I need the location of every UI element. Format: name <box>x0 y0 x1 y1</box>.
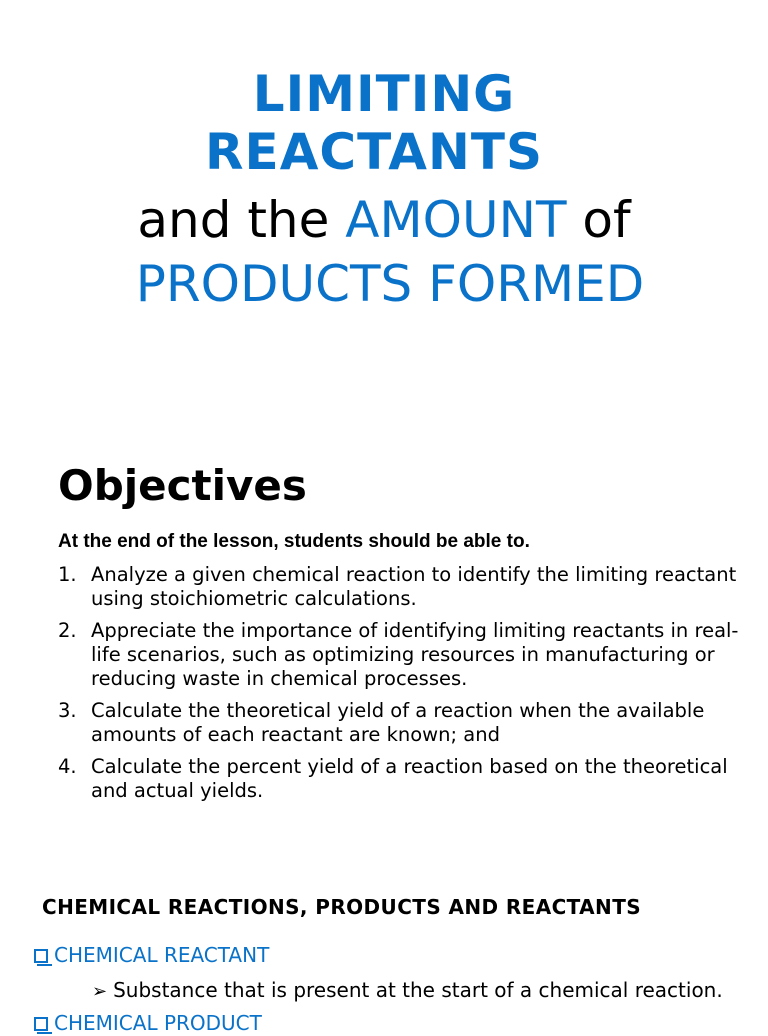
subtitle-line-amount <box>0 190 768 250</box>
objective-item <box>58 699 748 747</box>
term-chemical-reactant <box>34 942 269 968</box>
definition-text: Substance that is present at the start of a chemical reaction. <box>113 978 723 1002</box>
term-label: CHEMICAL REACTANT <box>54 943 270 967</box>
checkbox-bullet-icon <box>34 1017 48 1031</box>
subtitle-amount-word: AMOUNT <box>345 191 567 249</box>
term-label: CHEMICAL PRODUCT <box>54 1011 262 1035</box>
section-heading: CHEMICAL REACTIONS, PRODUCTS AND REACTANTS <box>42 895 642 919</box>
objective-item <box>58 563 748 611</box>
objective-text: Calculate the theoretical yield of a reaction when the available amounts of each reactant are known; and <box>91 699 705 746</box>
objective-text: Calculate the percent yield of a reaction based on the theoretical and actual yields. <box>91 755 728 802</box>
objective-item <box>58 755 748 803</box>
objective-number: 3. <box>58 699 77 722</box>
objectives-list <box>58 563 748 811</box>
title-line-limiting: LIMITING <box>252 65 516 123</box>
title-line-reactants: REACTANTS <box>205 123 543 181</box>
objective-number: 1. <box>58 563 77 586</box>
objective-text: Analyze a given chemical reaction to identify the limiting reactant using stoichiometric calculations. <box>91 563 737 610</box>
objectives-intro: At the end of the lesson, students should be able to. <box>58 531 530 552</box>
subtitle-plain-1: and the <box>137 191 346 249</box>
checkbox-bullet-icon <box>34 949 48 963</box>
subtitle-plain-2: of <box>566 191 631 249</box>
subtitle-products-formed: PRODUCTS FORMED <box>135 255 645 313</box>
objectives-heading: Objectives <box>58 461 307 510</box>
objective-number: 2. <box>58 619 77 642</box>
objective-text: Appreciate the importance of identifying limiting reactants in real-life scenarios, such as optimizing resources in manufacturing or reducing waste in chemical processes. <box>91 619 739 690</box>
arrowhead-bullet-icon: ➢ <box>92 981 108 1002</box>
term-chemical-product <box>34 1010 262 1036</box>
objective-number: 4. <box>58 755 77 778</box>
objective-item <box>58 619 748 691</box>
term-definition <box>92 977 723 1005</box>
